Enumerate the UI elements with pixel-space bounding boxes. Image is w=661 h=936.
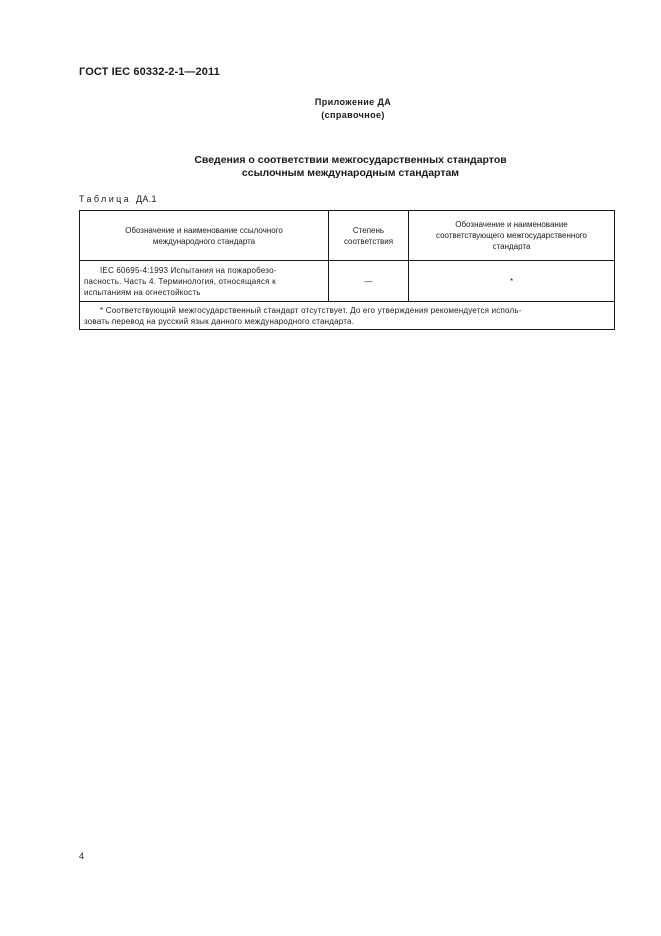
table-row	[80, 261, 615, 302]
table-note-row	[80, 302, 615, 330]
cell-reference-standard: IEC 60695-4:1993 Испытания на пожаробезо- пасность. Часть 4. Терминология, относящаяся к испытаниям на огнестойкость	[80, 261, 329, 302]
column-header-reference: Обозначение и наименование ссылочного международного стандарта	[80, 211, 329, 261]
table-label	[79, 194, 157, 204]
section-heading	[0, 154, 661, 180]
table-label-word: Таблица	[79, 194, 132, 204]
table-footnote	[80, 302, 615, 330]
annex-subtitle-text: (справочное)	[321, 110, 385, 120]
footnote-line-1: * Соответствующий межгосударственный стандарт отсутствует. До его утверждения рекомендуется исполь-	[100, 306, 522, 315]
cell-degree: —	[329, 261, 409, 302]
document-code: ГОСТ IEC 60332-2-1—2011	[79, 66, 220, 78]
correspondence-table	[79, 210, 615, 330]
page-number: 4	[79, 851, 85, 861]
heading-line-1: Сведения о соответствии межгосударственных стандартов	[194, 154, 507, 166]
column-header-degree: Степень соответствия	[329, 211, 409, 261]
cell-interstate-standard: *	[409, 261, 615, 302]
annex-title	[0, 96, 661, 122]
heading-line-2: ссылочным международным стандартам	[241, 167, 460, 179]
table-header-row	[80, 211, 615, 261]
column-header-interstate: Обозначение и наименование соответствующего межгосударственного стандарта	[409, 211, 615, 261]
table-label-number: ДА.1	[136, 194, 157, 204]
footnote-line-2: зовать перевод на русский язык данного международного стандарта.	[84, 317, 355, 326]
annex-title-text: Приложение ДА	[314, 97, 392, 107]
